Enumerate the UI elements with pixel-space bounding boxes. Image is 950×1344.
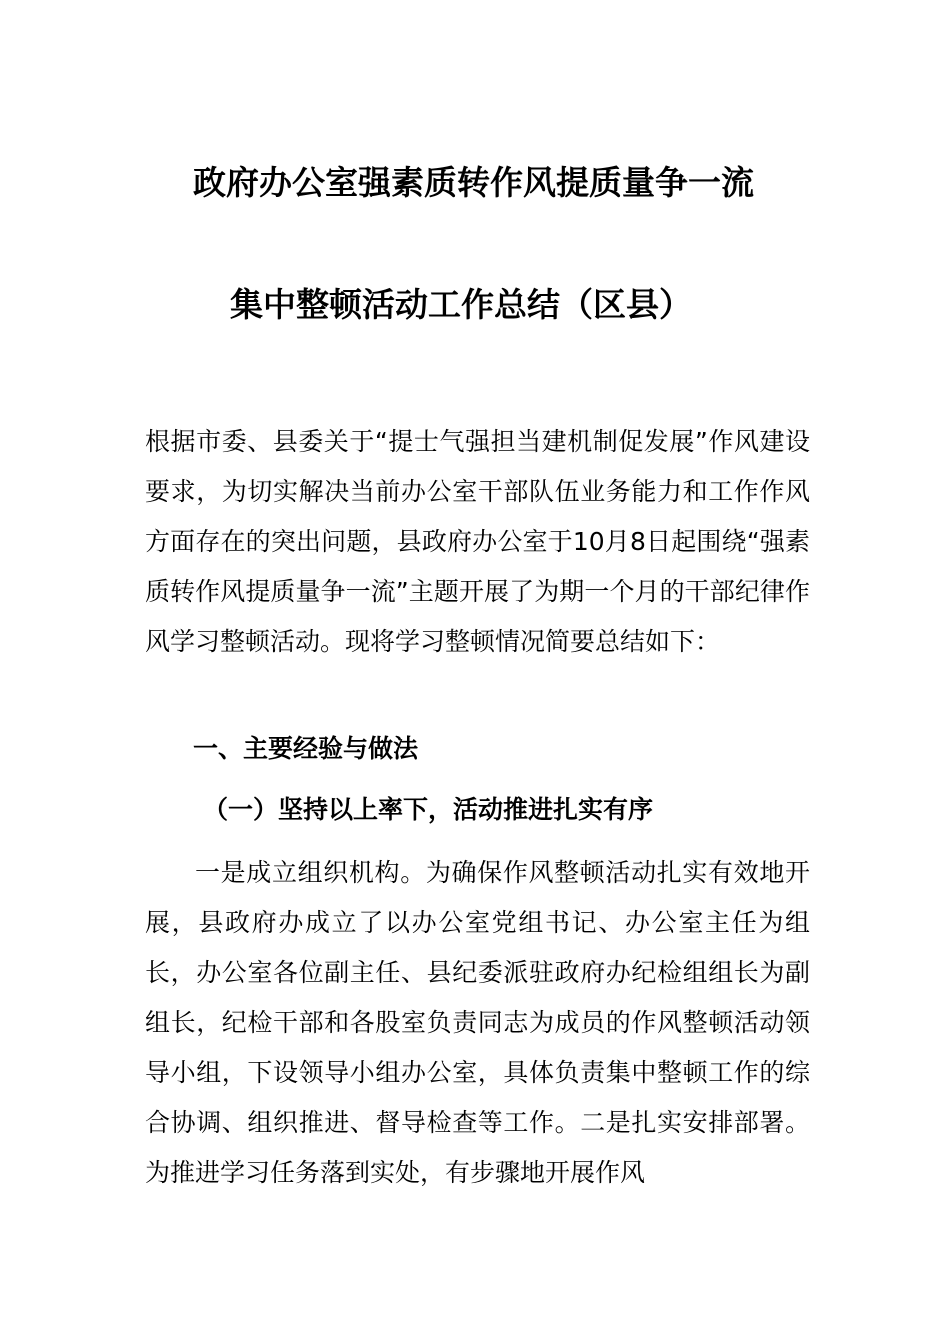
document-title-line-1: 政府办公室强素质转作风提质量争一流 [193, 163, 754, 202]
body-paragraph: 一是成立组织机构。为确保作风整顿活动扎实有效地开展，县政府办成立了以办公室党组书记、办公室主任为组长，办公室各位副主任、县纪委派驻政府办纪检组组长为副组长，纪检干部和各股室负责同志为成员的作风整顿活动领导小组，下设领导小组办公室，具体负责集中整顿工作的综合协调、组织推进、督导检查等工作。二是扎实安排部署。为推进学习任务落到实处，有步骤地开展作风 [145, 858, 810, 1187]
section-heading: 一、主要经验与做法 [193, 734, 419, 763]
subsection-heading: （一）坚持以上率下，活动推进扎实有序 [203, 795, 654, 824]
intro-paragraph: 根据市委、县委关于“提士气强担当建机制促发展”作风建设要求，为切实解决当前办公室干部队伍业务能力和工作作风方面存在的突出问题，县政府办公室于10月8日起围绕“强素质转作风提质量争一流”主题开展了为期一个月的干部纪律作风学习整顿活动。现将学习整顿情况简要总结如下： [145, 427, 810, 656]
document-title-line-2: 集中整顿活动工作总结（区县） [230, 285, 692, 324]
